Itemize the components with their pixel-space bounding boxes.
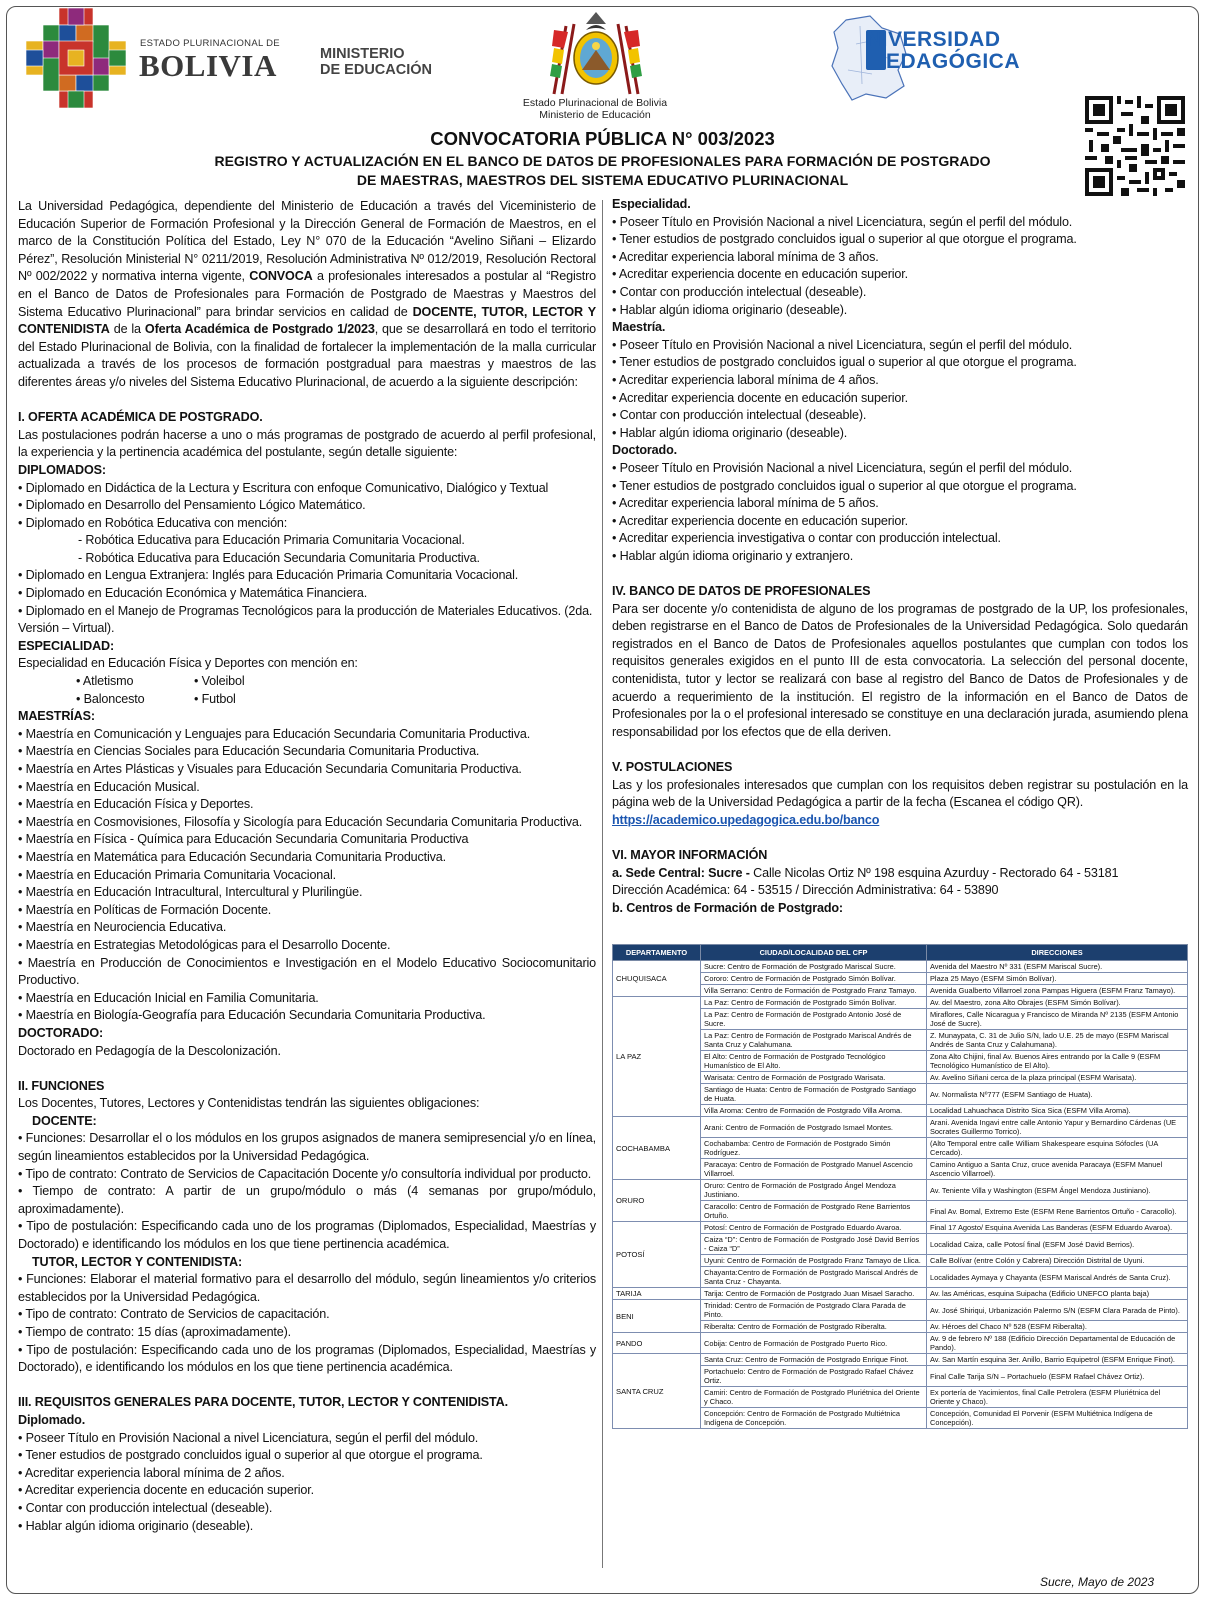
cfp-table <box>612 944 1188 1429</box>
section-1-heading: I. OFERTA ACADÉMICA DE POSTGRADO. <box>18 410 263 425</box>
table-cell-direccion: Localidades Aymaya y Chayanta (ESFM Mariscal Andrés de Santa Cruz). <box>927 1267 1188 1288</box>
table-row <box>613 1180 1188 1201</box>
list-item: • Maestría en Producción de Conocimientos e Investigación en el Modelo Educativo Sociocomunitario Productivo. <box>18 955 596 988</box>
list-item: • Contar con producción intelectual (deseable). <box>612 284 867 299</box>
table-cell-ciudad: Trinidad: Centro de Formación de Postgrado Clara Parada de Pinto. <box>701 1300 927 1321</box>
list-item: • Hablar algún idioma originario (deseable). <box>612 302 848 317</box>
list-item: • Acreditar experiencia laboral mínima de 2 años. <box>18 1465 285 1480</box>
table-cell-ciudad: Santiago de Huata: Centro de Formación de Postgrado Santiago de Huata. <box>701 1084 927 1105</box>
table-cell-departamento: COCHABAMBA <box>613 1117 701 1180</box>
list-item: • Diplomado en Desarrollo del Pensamiento Lógico Matemático. <box>18 498 366 513</box>
table-cell-direccion: (Alto Temporal entre calle William Shakespeare esquina Sófocles (UA Cercado). <box>927 1138 1188 1159</box>
table-cell-ciudad: Cobija: Centro de Formación de Postgrado Puerto Rico. <box>701 1333 927 1354</box>
doctorado-text: Doctorado en Pedagogía de la Descolonización. <box>18 1043 281 1058</box>
table-cell-direccion: Final Calle Tarija S/N – Portachuelo (ESFM Rafael Chávez Ortiz). <box>927 1366 1188 1387</box>
especialidad-text: Especialidad en Educación Física y Deportes con mención en: <box>18 656 358 671</box>
section-2-text: Los Docentes, Tutores, Lectores y Contenidistas tendrán las siguientes obligaciones: <box>18 1096 480 1111</box>
table-cell-direccion: Av. Avelino Siñani cerca de la plaza principal (ESFM Warisata). <box>927 1072 1188 1084</box>
table-cell-departamento: SANTA CRUZ <box>613 1354 701 1429</box>
table-cell-ciudad: Portachuelo: Centro de Formación de Postgrado Rafael Chávez Ortiz. <box>701 1366 927 1387</box>
table-cell-direccion: Localidad Lahuachaca Distrito Sica Sica (ESFM Villa Aroma). <box>927 1105 1188 1117</box>
list-item: • Acreditar experiencia docente en educación superior. <box>612 513 908 528</box>
list-item: • Poseer Título en Provisión Nacional a nivel Licenciatura, según el perfil del módulo. <box>612 337 1073 352</box>
table-cell-departamento: BENI <box>613 1300 701 1333</box>
table-cell-direccion: Av. Héroes del Chaco Nº 528 (ESFM Riberalta). <box>927 1321 1188 1333</box>
table-cell-ciudad: Chayanta:Centro de Formación de Postgrado Mariscal Andrés de Santa Cruz - Chayanta. <box>701 1267 927 1288</box>
list-item: • Maestría en Educación Musical. <box>18 779 200 794</box>
table-cell-departamento: CHUQUISACA <box>613 961 701 997</box>
list-item: • Diplomado en Didáctica de la Lectura y Escritura con enfoque Comunicativo, Dialógico y Textual <box>18 480 549 495</box>
table-cell-ciudad: La Paz: Centro de Formación de Postgrado Mariscal Andrés de Santa Cruz y Calahumana. <box>701 1030 927 1051</box>
table-cell-ciudad: La Paz: Centro de Formación de Postgrado Simón Bolívar. <box>701 997 927 1009</box>
list-item: • Maestría en Cosmovisiones, Filosofía y Sicología para Educación Secundaria Comunitaria Productiva. <box>18 814 583 829</box>
table-cell-departamento: ORURO <box>613 1180 701 1222</box>
section-5-heading: V. POSTULACIONES <box>612 760 733 774</box>
list-item: • Tiempo de contrato: 15 días (aproximadamente). <box>18 1325 292 1339</box>
list-item: • Hablar algún idioma originario (deseable). <box>18 1518 254 1533</box>
list-item: • Maestría en Biología-Geografía para Educación Secundaria Comunitaria Productiva. <box>18 1008 486 1023</box>
col-header-ciudad: CIUDAD/LOCALIDAD DEL CFP <box>701 945 927 961</box>
req-doctorado-heading: Doctorado. <box>612 443 677 458</box>
list-item: • Maestría en Física - Química para Educación Secundaria Comunitaria Productiva <box>18 832 469 847</box>
list-item: • Tipo de contrato: Contrato de Servicios de capacitación. <box>18 1307 330 1322</box>
table-header-row <box>613 945 1188 961</box>
list-item: • Voleibol <box>194 674 245 689</box>
col-header-direcciones: DIRECCIONES <box>927 945 1188 961</box>
list-item: • Tipo de contrato: Contrato de Servicios de Capacitación Docente y/o consultoría individual por producto. <box>18 1166 592 1181</box>
list-item: • Tiempo de contrato: A partir de un grupo/módulo o más (4 semanas por grupo/módulo, aproximadamente). <box>18 1184 596 1216</box>
up-wordmark-line2: EDAGÓGICA <box>886 50 1021 73</box>
right-column <box>612 196 1188 917</box>
table-cell-ciudad: Warisata: Centro de Formación de Postgrado Warisata. <box>701 1072 927 1084</box>
req-especialidad-heading: Especialidad. <box>612 197 691 211</box>
table-cell-direccion: Av. Teniente Villa y Washington (ESFM Ángel Mendoza Justiniano). <box>927 1180 1188 1201</box>
table-cell-direccion: Avenida del Maestro Nº 331 (ESFM Mariscal Sucre). <box>927 961 1188 973</box>
list-item: • Tener estudios de postgrado concluidos igual o superior al que otorgue el programa. <box>612 355 1077 370</box>
list-item: • Tener estudios de postgrado concluidos igual o superior al que otorgue el programa. <box>18 1448 483 1463</box>
table-cell-ciudad: Arani: Centro de Formación de Postgrado Ismael Montes. <box>701 1117 927 1138</box>
table-cell-direccion: Final Av. Bomal, Extremo Este (ESFM Rene Barrientos Ortuño - Caracollo). <box>927 1201 1188 1222</box>
table-cell-ciudad: Camiri: Centro de Formación de Postgrado Pluriétnica del Oriente y Chaco. <box>701 1387 927 1408</box>
list-item: • Hablar algún idioma originario y extranjero. <box>612 548 854 563</box>
table-cell-direccion: Ex portería de Yacimientos, final Calle Petrolera (ESFM Pluriétnica del Oriente y Chaco). <box>927 1387 1188 1408</box>
table-row <box>613 1288 1188 1300</box>
list-item: - Robótica Educativa para Educación Primaria Comunitaria Vocacional. <box>78 533 465 548</box>
list-item: • Maestría en Educación Intracultural, Intercultural y Plurilingüe. <box>18 885 363 900</box>
list-item: • Maestría en Políticas de Formación Docente. <box>18 902 272 917</box>
req-maestria-heading: Maestría. <box>612 320 666 335</box>
list-item: • Maestría en Estrategias Metodológicas para el Desarrollo Docente. <box>18 937 391 952</box>
banco-link[interactable]: https://academico.upedagogica.edu.bo/banco <box>612 812 880 827</box>
coat-caption: Estado Plurinacional de Bolivia Ministerio de Educación <box>522 97 668 121</box>
section-1-text: Las postulaciones podrán hacerse a uno o más programas de postgrado de acuerdo al perfil profesional, la experiencia y la pertinencia académica del postulante, según detalle siguiente: <box>18 427 596 460</box>
table-row <box>613 1300 1188 1321</box>
table-cell-ciudad: Oruro: Centro de Formación de Postgrado Ángel Mendoza Justiniano. <box>701 1180 927 1201</box>
table-cell-direccion: Calle Bolívar (entre Colón y Cabrera) Dirección Distrital de Uyuni. <box>927 1255 1188 1267</box>
table-cell-direccion: Z. Munaypata, C. 31 de Julio S/N, lado U.E. 25 de mayo (ESFM Mariscal Andrés de Santa Cruz y Calahumana). <box>927 1030 1188 1051</box>
up-wordmark-line1: NIVERSIDAD <box>866 28 1001 51</box>
table-cell-direccion: Av. San Martín esquina 3er. Anillo, Barrio Equipetrol (ESFM Enrique Finot). <box>927 1354 1188 1366</box>
table-cell-direccion: Miraflores, Calle Nicaragua y Francisco de Miranda Nº 2135 (ESFM Antonio José de Sucre). <box>927 1009 1188 1030</box>
list-item: • Contar con producción intelectual (deseable). <box>612 408 867 423</box>
table-cell-direccion: Arani. Avenida Ingavi entre calle Antonio Yapur y Bernardino Cárdenas (UE Socrates Guillermo Torrico). <box>927 1117 1188 1138</box>
section-3-heading: III. REQUISITOS GENERALES PARA DOCENTE, TUTOR, LECTOR Y CONTENIDISTA. <box>18 1395 508 1410</box>
table-cell-departamento: LA PAZ <box>613 997 701 1117</box>
table-cell-ciudad: Santa Cruz: Centro de Formación de Postgrado Enrique Finot. <box>701 1354 927 1366</box>
list-item: • Hablar algún idioma originario (deseable). <box>612 425 848 440</box>
table-cell-ciudad: Villa Aroma: Centro de Formación de Postgrado Villa Aroma. <box>701 1105 927 1117</box>
doctorado-heading: DOCTORADO: <box>18 1025 104 1040</box>
table-cell-direccion: Camino Antiguo a Santa Cruz, cruce avenida Paracaya (ESFM Manuel Ascencio Villarroel). <box>927 1159 1188 1180</box>
table-cell-ciudad: Riberalta: Centro de Formación de Postgrado Riberalta. <box>701 1321 927 1333</box>
table-row <box>613 1333 1188 1354</box>
table-cell-direccion: Avenida Gualberto Villarroel zona Pampas Higuera (ESFM Franz Tamayo). <box>927 985 1188 997</box>
ministerio-label: MINISTERIO DE EDUCACIÓN <box>320 46 432 78</box>
direccion-contacts: Dirección Académica: 64 - 53515 / Dirección Administrativa: 64 - 53890 <box>612 883 999 898</box>
page-title: CONVOCATORIA PÚBLICA N° 003/2023 <box>430 128 775 149</box>
table-cell-departamento: TARIJA <box>613 1288 701 1300</box>
list-item: - Robótica Educativa para Educación Secundaria Comunitaria Productiva. <box>78 550 480 565</box>
list-item: • Tipo de postulación: Especificando cada uno de los programas (Diplomados, Especialidad, Maestrías y Doctorado) e identificando los módulos en los que tiene pertinencia académica. <box>18 1219 596 1252</box>
table-cell-direccion: Localidad Caiza, calle Potosí final (ESFM José David Berrios). <box>927 1234 1188 1255</box>
table-row <box>613 1354 1188 1366</box>
section-6-heading: VI. MAYOR INFORMACIÓN <box>612 847 768 862</box>
list-item: • Contar con producción intelectual (deseable). <box>18 1500 273 1515</box>
col-header-departamento: DEPARTAMENTO <box>613 945 701 961</box>
list-item: • Maestría en Ciencias Sociales para Educación Secundaria Comunitaria Productiva. <box>18 744 480 759</box>
list-item: • Diplomado en el Manejo de Programas Tecnológicos para la producción de Materiales Educativos. (2da. Versión – Virtual). <box>18 603 593 636</box>
list-item: • Tipo de postulación: Especificando cada uno de los programas (Diplomados, Especialidad, Maestrías y Doctorado), e identificando los módulos en los que tiene pertinencia académica. <box>18 1342 596 1375</box>
table-cell-ciudad: Uyuni: Centro de Formación de Postgrado Franz Tamayo de Llica. <box>701 1255 927 1267</box>
table-cell-direccion: Final 17 Agosto/ Esquina Avenida Las Banderas (ESFM Eduardo Avaroa). <box>927 1222 1188 1234</box>
docente-heading: DOCENTE: <box>32 1113 97 1128</box>
coat-of-arms-icon <box>546 8 646 100</box>
table-cell-ciudad: Villa Serrano: Centro de Formación de Postgrado Franz Tamayo. <box>701 985 927 997</box>
intro-paragraph: La Universidad Pedagógica, dependiente del Ministerio de Educación a través del Viceministerio de Educación Superior de Formación Profesional y la Dirección General de Formación de Maestros, en el marco de la Constitución Política del Estado, Ley N° 070 de la Educación “Avelino Siñani – Elizardo Pérez”, Resolución Ministerial N° 0211/2019, Resolución Administrativa Nº 012/2019, Resolución Rectoral Nº 002/2022 y normativa interna vigente, CONVOCA a profesionales interesados a postular al “Registro en el Banco de Datos de Profesionales para Formación de Postgrado de Maestras y Maestros del Sistema Educativo Plurinacional” para brindar servicios en calidad de DOCENTE, TUTOR, LECTOR Y CONTENIDISTA de la Oferta Académica de Postgrado 1/2023, que se desarrollará en todo el territorio del Estado Plurinacional de Bolivia, con la finalidad de fortalecer la implementación de la malla curricular actualizada a través de los procesos de formación postgradual para maestras y maestros de las diferentes áreas y/o niveles del Sistema Educativo Plurinacional, de acuerdo a la siguiente descripción: <box>18 199 597 389</box>
list-item: • Funciones: Elaborar el material formativo para el desarrollo del módulo, según lineamientos y/o criterios establecidos por la Universidad Pedagógica. <box>18 1272 596 1304</box>
list-item: • Tener estudios de postgrado concluidos igual o superior al que otorgue el programa. <box>612 232 1077 247</box>
section-2-heading: II. FUNCIONES <box>18 1078 105 1093</box>
list-item: • Atletismo <box>76 674 134 689</box>
section-5-text: Las y los profesionales interesados que cumplan con los requisitos deben registrar su postulación en la página web de la Universidad Pedagógica a partir de la fecha (Escanea el código QR). <box>612 777 1188 810</box>
especialidad-heading: ESPECIALIDAD: <box>18 638 115 653</box>
table-cell-ciudad: Sucre: Centro de Formación de Postgrado Mariscal Sucre. <box>701 961 927 973</box>
list-item: • Maestría en Educación Inicial en Familia Comunitaria. <box>18 990 319 1005</box>
table-cell-ciudad: Caracollo: Centro de Formación de Postgrado Rene Barrientos Ortuño. <box>701 1201 927 1222</box>
page-subtitle: REGISTRO Y ACTUALIZACIÓN EN EL BANCO DE DATOS DE PROFESIONALES PARA FORMACIÓN DE POSTGRADO DE MAESTRAS, MAESTROS DEL SISTEMA EDUCATIVO PLURINACIONAL <box>214 153 991 188</box>
table-cell-ciudad: Cororo: Centro de Formación de Postgrado Simón Bolívar. <box>701 973 927 985</box>
table-cell-ciudad: Paracaya: Centro de Formación de Postgrado Manuel Ascencio Villarroel. <box>701 1159 927 1180</box>
table-row <box>613 1117 1188 1138</box>
column-divider <box>602 200 603 1568</box>
table-cell-departamento: POTOSÍ <box>613 1222 701 1288</box>
list-item: • Maestría en Neurociencia Educativa. <box>18 920 227 935</box>
table-cell-direccion: Av. las Américas, esquina Suipacha (Edificio UNEFCO planta baja) <box>927 1288 1188 1300</box>
section-4-text: Para ser docente y/o contenidista de alguno de los programas de postgrado de la UP, los profesionales, deben registrarse en el Banco de Datos de Profesionales de la Universidad Pedagógica. Solo quedarán registrados en el Banco de Datos de Profesionales aquellos postulantes que cumplan con todos los requisitos generales exigidos en el punto III de esta convocatoria. La selección del personal docente, contenidista, tutor y lector se realizará con base al registro del Banco de Datos de Profesionales y de acuerdo a requerimiento de la institución. El registro de la información en el Banco de Datos de Profesionales por la o el profesional interesado se constituye en una declaración jurada, asumiendo plena responsabilidad por los efectos que de ella deriven. <box>612 601 1188 739</box>
table-cell-ciudad: Tarija: Centro de Formación de Postgrado Juan Misael Saracho. <box>701 1288 927 1300</box>
list-item: • Futbol <box>194 691 236 706</box>
list-item: • Poseer Título en Provisión Nacional a nivel Licenciatura, según el perfil del módulo. <box>612 460 1073 475</box>
table-cell-ciudad: Cochabamba: Centro de Formación de Postgrado Simón Rodríguez. <box>701 1138 927 1159</box>
table-cell-ciudad: El Alto: Centro de Formación de Postgrado Tecnológico Humanístico de El Alto. <box>701 1051 927 1072</box>
list-item: • Acreditar experiencia laboral mínima de 4 años. <box>612 372 879 387</box>
list-item: • Acreditar experiencia docente en educación superior. <box>612 267 908 282</box>
list-item: • Tener estudios de postgrado concluidos igual o superior al que otorgue el programa. <box>612 478 1077 493</box>
list-item: • Diplomado en Robótica Educativa con mención: <box>18 515 288 530</box>
list-item: • Poseer Título en Provisión Nacional a nivel Licenciatura, según el perfil del módulo. <box>612 214 1073 229</box>
table-cell-direccion: Av. del Maestro, zona Alto Obrajes (ESFM Simón Bolívar). <box>927 997 1188 1009</box>
list-item: • Maestría en Matemática para Educación Secundaria Comunitaria Productiva. <box>18 849 447 864</box>
table-cell-direccion: Concepción, Comunidad El Porvenir (ESFM Multiétnica Indígena de Concepción). <box>927 1408 1188 1429</box>
sports-list <box>18 673 596 708</box>
table-cell-direccion: Av. 9 de febrero Nº 188 (Edificio Dirección Departamental de Educación de Pando). <box>927 1333 1188 1354</box>
list-item: • Acreditar experiencia investigativa o contar con producción intelectual. <box>612 531 1001 546</box>
footer-date: Sucre, Mayo de 2023 <box>1040 1575 1155 1589</box>
list-item: • Maestría en Educación Primaria Comunitaria Vocacional. <box>18 867 337 882</box>
tutor-heading: TUTOR, LECTOR Y CONTENIDISTA: <box>32 1254 242 1269</box>
table-cell-ciudad: Concepción: Centro de Formación de Postgrado Multiétnica Indígena de Concepción. <box>701 1408 927 1429</box>
table-cell-ciudad: La Paz: Centro de Formación de Postgrado Antonio José de Sucre. <box>701 1009 927 1030</box>
maestrias-heading: MAESTRÍAS: <box>18 709 95 724</box>
section-4-heading: IV. BANCO DE DATOS DE PROFESIONALES <box>612 584 871 599</box>
centros-heading: b. Centros de Formación de Postgrado: <box>612 900 843 915</box>
bolivia-wordmark: BOLIVIA <box>139 48 277 83</box>
table-cell-direccion: Zona Alto Chijini, final Av. Buenos Aires entrando por la Calle 9 (ESFM Tecnológico Humanístico de El Alto). <box>927 1051 1188 1072</box>
sede-central: a. Sede Central: Sucre - Calle Nicolas Ortiz Nº 198 esquina Azurduy - Rectorado 64 - 53181 <box>612 865 1119 880</box>
table-cell-direccion: Av. José Shiriqui, Urbanización Palermo S/N (ESFM Clara Parada de Pinto). <box>927 1300 1188 1321</box>
list-item: • Diplomado en Lengua Extranjera: Inglés para Educación Primaria Comunitaria Vocacional. <box>18 568 519 583</box>
list-item: • Acreditar experiencia docente en educación superior. <box>612 390 908 405</box>
req-diplomado-heading: Diplomado. <box>18 1412 86 1427</box>
table-row <box>613 1222 1188 1234</box>
list-item: • Acreditar experiencia laboral mínima de 5 años. <box>612 496 879 511</box>
list-item: • Acreditar experiencia laboral mínima de 3 años. <box>612 249 879 264</box>
list-item: • Acreditar experiencia docente en educación superior. <box>18 1483 314 1498</box>
left-column <box>18 198 596 1535</box>
list-item: • Diplomado en Educación Económica y Matemática Financiera. <box>18 586 368 601</box>
list-item: • Poseer Título en Provisión Nacional a nivel Licenciatura, según el perfil del módulo. <box>18 1430 479 1445</box>
list-item: • Funciones: Desarrollar el o los módulos en los grupos asignados de manera semipresencial y/o en línea, según lineamientos establecidos por la Universidad Pedagógica. <box>18 1131 596 1164</box>
table-row <box>613 997 1188 1009</box>
table-row <box>613 961 1188 973</box>
list-item: • Maestría en Comunicación y Lenguajes para Educación Secundaria Comunitaria Productiva. <box>18 726 531 741</box>
list-item: • Baloncesto <box>76 691 145 706</box>
bolivia-subtitle: ESTADO PLURINACIONAL DE <box>140 38 280 49</box>
diplomados-heading: DIPLOMADOS: <box>18 462 106 477</box>
table-cell-departamento: PANDO <box>613 1333 701 1354</box>
list-item: • Maestría en Artes Plásticas y Visuales para Educación Secundaria Comunitaria Productiva. <box>18 762 522 776</box>
table-cell-direccion: Plaza 25 Mayo (ESFM Simón Bolívar). <box>927 973 1188 985</box>
chakana-logo-icon <box>26 8 126 108</box>
list-item: • Maestría en Educación Física y Deportes. <box>18 797 254 812</box>
table-cell-ciudad: Caiza “D”: Centro de Formación de Postgrado José David Berríos - Caiza “D” <box>701 1234 927 1255</box>
table-cell-direccion: Av. Normalista Nº777 (ESFM Santiago de Huata). <box>927 1084 1188 1105</box>
table-cell-ciudad: Potosí: Centro de Formación de Postgrado Eduardo Avaroa. <box>701 1222 927 1234</box>
